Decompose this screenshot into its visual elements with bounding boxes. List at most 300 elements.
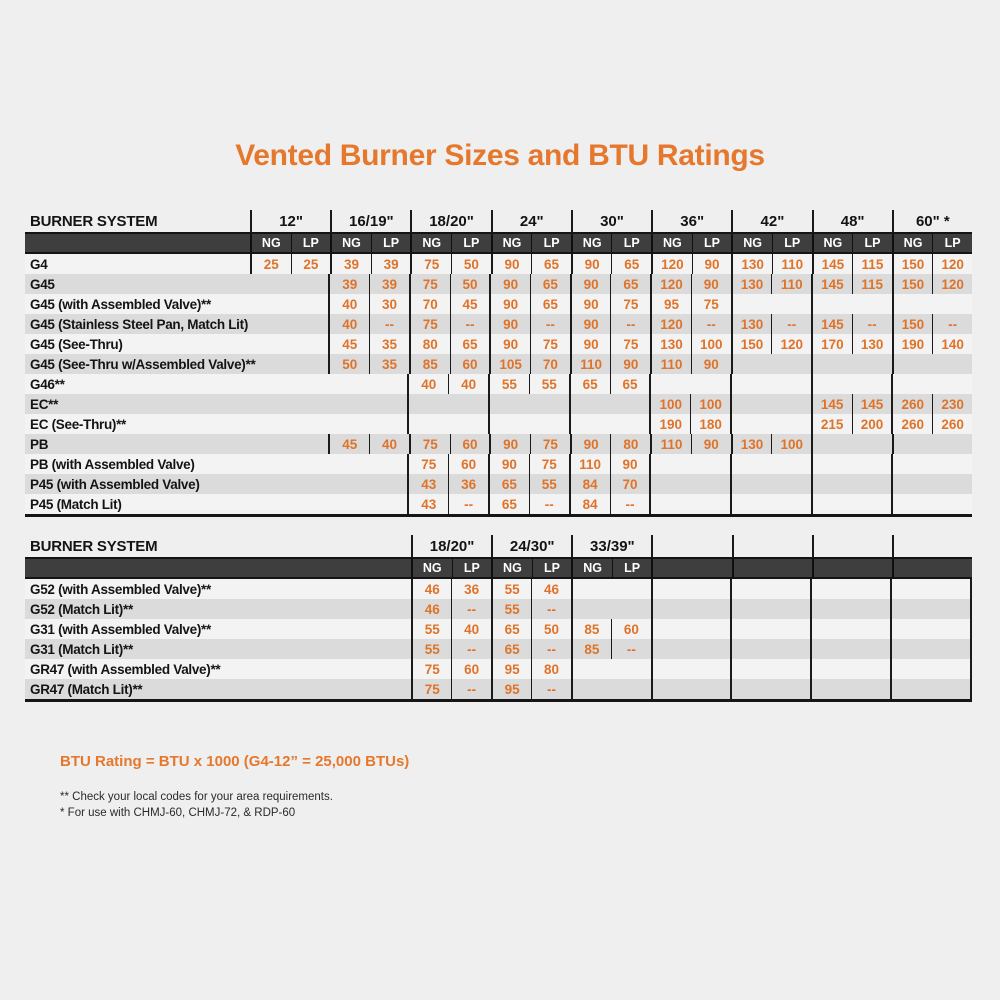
value-cell-lp [771,579,810,599]
value-cell-lp [852,374,891,394]
value-cell-lp [851,659,890,679]
value-cell-ng [571,394,610,414]
value-group [890,659,972,679]
value-cell-ng: 40 [342,316,358,332]
table-row [25,314,972,334]
value-cell-lp: 36 [451,579,490,599]
value-cell-ng [490,394,529,414]
size-column-header: 24" [491,210,571,232]
value-cell-ng [329,394,368,414]
value-cell-lp [449,394,488,414]
table-row [25,474,972,494]
row-label: G31 (with Assembled Valve)** [30,621,211,637]
value-cell-lp: 50 [531,619,570,639]
fuel-header-group [571,559,651,577]
value-group [491,619,571,639]
value-cell-lp [852,494,891,514]
table-row [25,659,972,679]
value-cell-ng [892,579,931,599]
value-cell-lp: 90 [691,354,731,374]
value-cell-ng [329,494,368,514]
value-cell-ng [732,659,771,679]
row-label: G4 [30,256,48,272]
fuel-lp-label: LP [932,234,972,252]
fuel-header-group [731,234,811,252]
value-cell-lp: 115 [852,254,892,274]
value-cell-lp: 260 [932,414,972,434]
value-cell-ng [812,619,851,639]
value-cell-ng [812,599,851,619]
value-cell-ng: 75 [424,681,440,697]
fuel-header-group [732,559,812,577]
value-cell-ng: 110 [579,456,601,472]
value-cell-lp: -- [448,494,488,514]
value-group [890,639,972,659]
value-group [489,314,569,334]
value-cell-ng [653,659,692,679]
value-group [328,314,408,334]
value-cell-lp [771,494,810,514]
table-row [25,639,972,659]
value-cell-ng [329,474,368,494]
fuel-header-group [892,559,972,577]
value-cell-lp: 36 [448,474,488,494]
value-group [810,619,890,639]
value-group [329,394,408,414]
size-column-header: 33/39" [571,535,651,557]
value-cell-lp: 75 [530,334,570,354]
table-bottom-border [25,514,972,517]
value-cell-lp [368,414,407,434]
value-group [489,334,569,354]
value-group [811,494,892,514]
value-cell-lp: 65 [530,274,570,294]
value-group [411,679,491,699]
value-group [891,494,972,514]
value-cell-ng: 90 [503,436,519,452]
value-cell-lp: 75 [691,294,731,314]
value-cell-ng [893,474,932,494]
footnote-local-codes: ** Check your local codes for your area requirements. [60,791,333,803]
value-cell-lp [771,659,810,679]
value-group [811,294,891,314]
value-cell-lp: 90 [610,354,650,374]
value-cell-ng: 120 [660,316,683,332]
value-cell-ng [573,659,612,679]
value-cell-lp [368,494,407,514]
value-cell-lp [931,619,970,639]
value-cell-ng [573,679,612,699]
value-cell-lp: 200 [852,414,892,434]
value-cell-ng [250,474,289,494]
value-group [649,494,730,514]
value-cell-lp [692,659,731,679]
value-group [491,659,571,679]
value-cell-lp: 75 [530,434,570,454]
value-cell-lp [852,434,891,454]
value-cell-ng: 90 [583,316,599,332]
value-group [250,394,329,414]
value-group [892,294,972,314]
value-cell-lp: -- [529,494,569,514]
value-group [250,254,330,274]
table-row [25,599,972,619]
value-cell-ng: 75 [424,661,440,677]
value-cell-lp [289,354,328,374]
table-row [25,374,972,394]
value-cell-ng: 145 [821,276,844,292]
value-cell-lp [691,494,730,514]
value-group [890,579,972,599]
value-group [491,639,571,659]
value-cell-ng: 46 [424,601,440,617]
fuel-lp-label: LP [451,234,491,252]
value-group [810,659,890,679]
size-column-header: 18/20" [410,210,490,232]
value-cell-ng [250,454,289,474]
value-group [810,639,890,659]
value-cell-lp [529,414,568,434]
value-cell-lp: 75 [610,334,650,354]
value-group [892,314,972,334]
value-cell-lp: 90 [610,454,650,474]
value-cell-lp: 75 [610,294,650,314]
value-cell-lp [289,394,328,414]
value-group [407,454,488,474]
value-cell-ng: 150 [901,256,925,272]
row-label: G52 (Match Lit)** [30,601,133,617]
value-group [250,374,329,394]
value-cell-ng: 70 [422,296,438,312]
value-cell-lp [933,374,972,394]
value-cell-lp: 40 [451,619,490,639]
value-cell-lp [692,599,731,619]
value-cell-lp: 100 [771,434,811,454]
value-cell-ng [892,639,931,659]
value-group [811,314,891,334]
value-cell-ng [653,639,692,659]
value-group [489,354,569,374]
value-group [649,474,730,494]
value-cell-lp: 30 [369,294,409,314]
value-group [250,454,329,474]
table-bottom-border [25,699,972,702]
value-group [570,354,650,374]
value-group [731,334,811,354]
value-cell-lp: 40 [448,374,488,394]
value-cell-lp [449,414,488,434]
value-cell-ng: 95 [504,661,520,677]
value-cell-lp [851,599,890,619]
value-cell-ng [813,454,852,474]
value-cell-ng [250,354,289,374]
value-cell-lp: -- [451,639,490,659]
burner-system-header: BURNER SYSTEM [30,537,158,555]
value-cell-ng [732,579,771,599]
value-cell-lp [771,394,810,414]
value-cell-lp [771,414,810,434]
value-cell-ng [250,394,289,414]
value-cell-lp: 230 [932,394,972,414]
value-cell-ng [250,434,289,454]
value-cell-lp [933,354,972,374]
value-cell-ng: 110 [580,356,602,372]
value-cell-lp [368,474,407,494]
fuel-lp-label: LP [692,234,732,252]
size-column-header: 42" [731,210,811,232]
value-group [810,579,890,599]
value-cell-ng: 90 [503,336,519,352]
value-group [570,274,650,294]
value-cell-lp: -- [531,639,570,659]
fuel-ng-label: NG [503,561,522,575]
fuel-lp-label: LP [532,559,572,577]
value-cell-lp [933,434,972,454]
value-group [651,579,731,599]
value-cell-ng: 65 [501,476,517,492]
value-cell-ng [653,679,692,699]
value-cell-ng [653,599,692,619]
value-cell-ng: 260 [901,416,925,432]
value-cell-lp: 80 [610,434,650,454]
value-cell-ng [250,274,289,294]
value-group [730,679,810,699]
value-group [731,294,811,314]
value-cell-lp [772,294,811,314]
value-group [731,434,811,454]
value-group [411,639,491,659]
burner-table-vented [25,210,972,517]
value-cell-ng: 75 [422,316,438,332]
value-cell-lp [852,294,891,314]
value-cell-ng: 90 [583,436,599,452]
value-cell-ng [409,394,448,414]
value-cell-ng: 55 [424,641,440,657]
value-group [570,334,650,354]
value-cell-ng: 84 [582,496,598,512]
value-cell-lp [851,679,890,699]
value-group [649,454,730,474]
value-cell-lp: -- [691,314,731,334]
fuel-ng-label: NG [743,236,762,250]
value-group [650,274,730,294]
value-cell-ng: 75 [422,436,438,452]
value-cell-ng [813,434,852,454]
value-cell-lp [931,659,970,679]
value-cell-ng: 150 [901,316,925,332]
value-cell-lp [771,679,810,699]
value-group [892,254,972,274]
fuel-lp-label: LP [611,234,651,252]
table-row [25,354,972,374]
row-label: GR47 (Match Lit)** [30,681,143,697]
value-cell-lp: 70 [530,354,570,374]
value-cell-ng [732,599,771,619]
value-group [569,494,650,514]
value-cell-lp: 145 [852,394,892,414]
fuel-header-group [411,559,491,577]
fuel-header-group [491,559,571,577]
value-cell-lp: 120 [932,254,972,274]
value-group [731,314,811,334]
value-group [891,474,972,494]
value-group [489,434,569,454]
value-cell-ng [733,354,772,374]
value-group [250,414,329,434]
value-cell-lp [289,454,328,474]
table-row [25,414,972,434]
value-group [250,334,328,354]
row-label: G46** [30,376,65,392]
value-cell-lp [692,619,731,639]
value-cell-ng: 75 [422,276,438,292]
value-cell-lp: 100 [691,334,731,354]
value-cell-lp: -- [611,639,650,659]
value-group [488,394,569,414]
value-group [811,354,891,374]
fuel-ng-label: NG [823,236,843,250]
value-cell-ng: 85 [584,621,600,637]
value-cell-ng [573,599,612,619]
row-label: G31 (Match Lit)** [30,641,133,657]
fuel-header-group [812,234,892,252]
value-cell-lp: 140 [932,334,972,354]
value-cell-lp [933,294,972,314]
value-cell-lp: 90 [692,254,732,274]
table-row [25,394,972,414]
value-cell-lp [771,639,810,659]
value-cell-ng: 75 [424,256,440,272]
value-cell-lp [851,579,890,599]
value-group [328,354,408,374]
value-group [250,474,329,494]
value-cell-ng: 50 [342,356,358,372]
value-cell-lp: 55 [529,374,569,394]
btu-rating-note: BTU Rating = BTU x 1000 (G4-12” = 25,000 BTUs) [60,753,410,770]
value-group [812,254,892,274]
value-cell-lp: 60 [611,619,650,639]
size-column-header [732,535,812,557]
value-group [811,474,892,494]
value-cell-ng: 145 [821,316,844,332]
value-cell-ng: 90 [584,256,600,272]
value-cell-ng: 110 [660,436,683,452]
row-label: G45 (Stainless Steel Pan, Match Lit) [30,316,249,332]
value-group [250,274,328,294]
value-group [491,579,571,599]
value-cell-lp: -- [852,314,892,334]
value-cell-lp [612,679,651,699]
table-row [25,274,972,294]
value-group [569,474,650,494]
value-cell-ng [893,454,932,474]
row-label: G45 (with Assembled Valve)** [30,296,211,312]
value-cell-lp: 60 [448,454,488,474]
value-group [891,414,972,434]
value-cell-ng [732,639,771,659]
fuel-header-spacer [25,234,250,252]
fuel-header-group [250,234,330,252]
value-cell-ng [653,579,692,599]
value-group [250,294,328,314]
table-row [25,579,972,599]
value-cell-ng [893,374,932,394]
value-cell-lp: -- [610,314,650,334]
value-cell-lp: 65 [531,254,571,274]
value-cell-ng [812,639,851,659]
value-cell-lp [771,374,810,394]
value-cell-ng: 40 [421,376,437,392]
size-column-header: 48" [812,210,892,232]
value-group [409,274,489,294]
value-group [409,334,489,354]
value-cell-lp: 39 [369,274,409,294]
value-cell-lp: 180 [690,414,730,434]
row-label: GR47 (with Assembled Valve)** [30,661,221,677]
value-cell-lp: 50 [451,254,491,274]
value-cell-ng [250,314,289,334]
fuel-ng-label: NG [422,236,442,250]
value-group [730,599,810,619]
value-cell-ng [653,619,692,639]
table-row [25,294,972,314]
value-group [569,454,650,474]
value-cell-lp [931,599,970,619]
value-group [329,414,408,434]
value-group [329,374,408,394]
fuel-lp-label: LP [452,559,492,577]
value-cell-lp: -- [451,679,490,699]
value-group [488,494,569,514]
size-column-header: 16/19" [330,210,410,232]
value-cell-lp [612,579,651,599]
value-group [407,394,488,414]
value-cell-ng: 130 [741,256,764,272]
value-group [651,659,731,679]
value-group [489,294,569,314]
value-group [730,659,810,679]
value-cell-lp: -- [530,314,570,334]
value-cell-ng: 65 [504,641,520,657]
value-cell-ng: 45 [342,336,358,352]
value-group [730,454,811,474]
value-group [571,679,651,699]
value-cell-ng: 190 [659,416,683,432]
value-group [651,619,731,639]
value-cell-lp: 120 [771,334,811,354]
value-group [571,659,651,679]
value-cell-lp [852,454,891,474]
value-group [650,434,730,454]
value-group [250,354,328,374]
value-group [409,294,489,314]
value-cell-ng: 43 [421,476,437,492]
value-cell-lp: -- [932,314,972,334]
value-group [570,314,650,334]
value-group [730,374,811,394]
value-group [730,394,811,414]
value-cell-ng: 85 [422,356,438,372]
value-group [570,434,650,454]
value-group [569,414,650,434]
table-row [25,334,972,354]
fuel-header-group [651,559,731,577]
value-cell-ng [732,394,771,414]
value-group [730,639,810,659]
table-header-row [25,210,972,232]
value-cell-ng: 45 [342,436,358,452]
value-group [651,254,731,274]
